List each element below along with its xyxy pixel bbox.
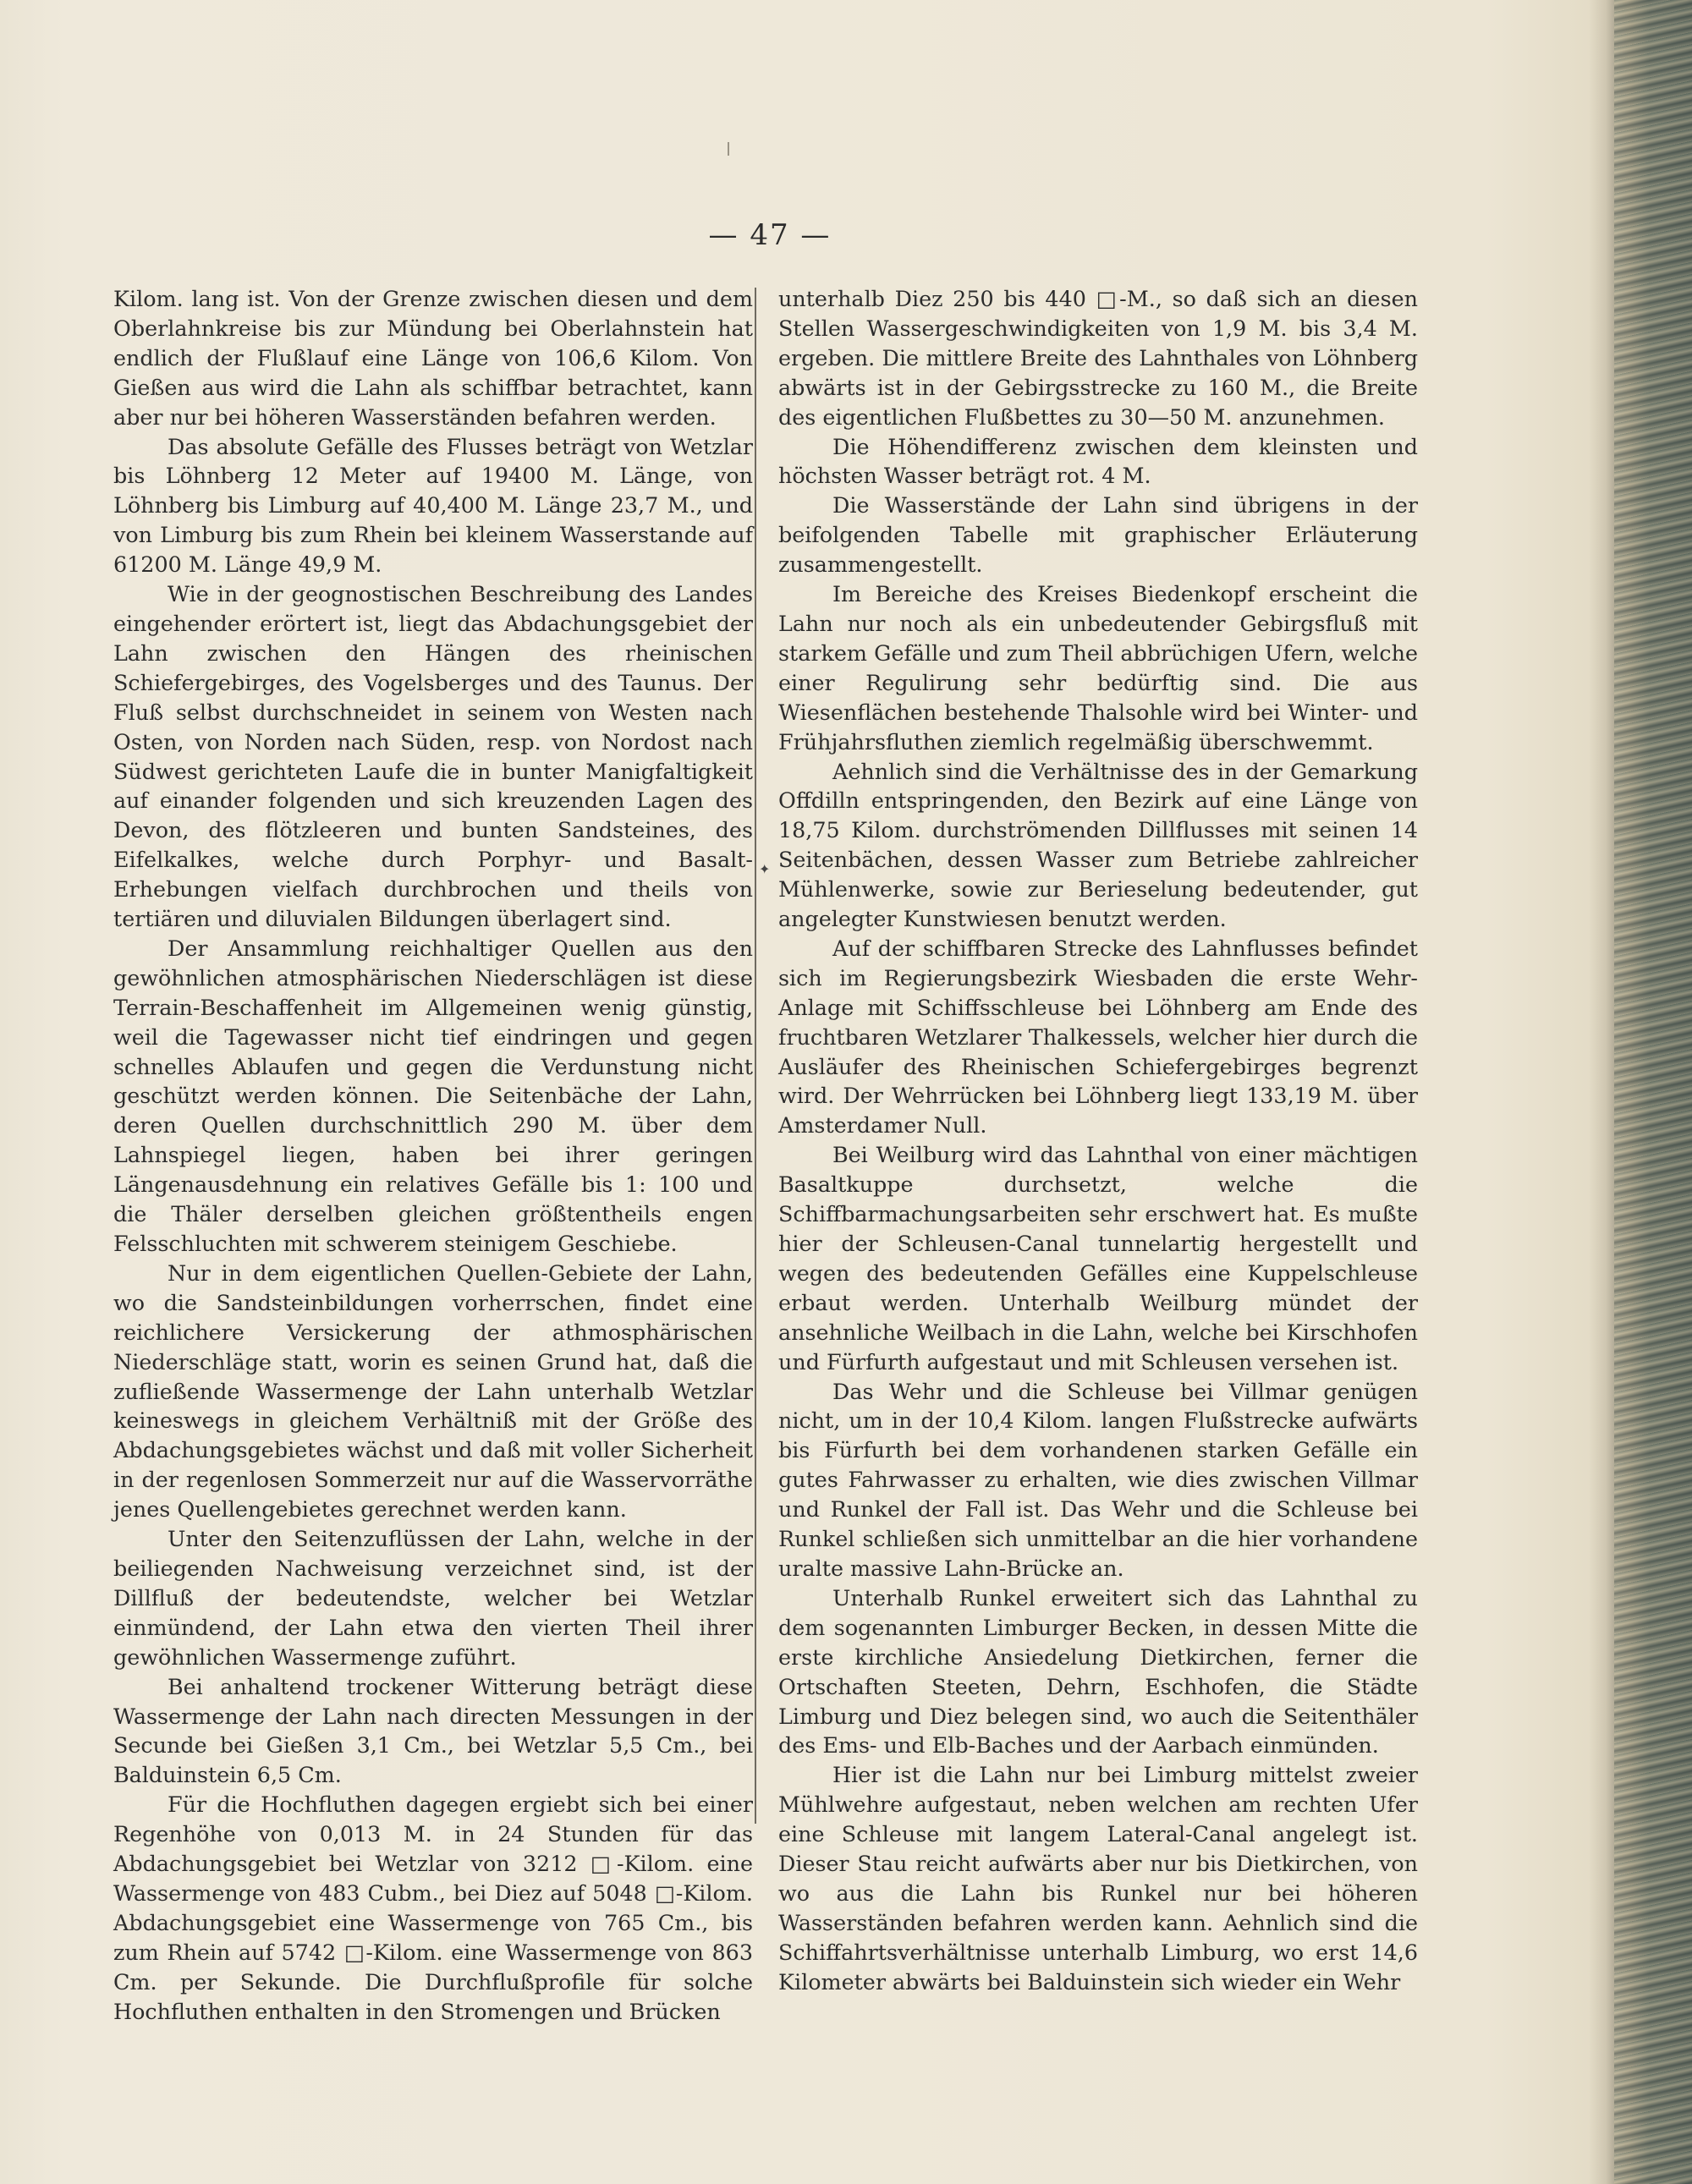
paragraph: Nur in dem eigentlichen Quellen-Gebiete der Lahn, wo die Sandsteinbildungen vorherrschen, findet eine reichlichere Versickerung der athmosphärischen Niederschläge statt, worin es seinen Grund hat, daß die zufließende Wassermenge der Lahn unterhalb Wetzlar keineswegs in gleichem Verhältniß mit der Größe des Abdachungsgebietes wächst und daß mit voller Sicherheit in der regenlosen Sommerzeit nur auf die Wasservorräthe jenes Quellengebietes gerechnet werden kann. <box>113 1259 753 1523</box>
paragraph: Wie in der geognostischen Beschreibung des Landes eingehender erörtert ist, liegt das Abdachungsgebiet der Lahn zwischen den Hängen des rheinischen Schiefergebirges, des Vogelsberges und des Taunus. Der Fluß selbst durchschneidet in seinem von Westen nach Osten, von Norden nach Süden, resp. von Nordost nach Südwest gerichteten Laufe die in bunter Manigfaltigkeit auf einander folgenden und sich kreuzenden Lagen des Devon, des flötzleeren und bunten Sandsteines, des Eifelkalkes, welche durch Porphyr- und Basalt-Erhebungen vielfach durchbrochen und theils von tertiären und diluvialen Bildungen überlagert sind. <box>113 581 753 932</box>
left-column <box>113 284 753 2026</box>
paragraph: Die Wasserstände der Lahn sind übrigens in der beifolgenden Tabelle mit graphischer Erläuterung zusammengestellt. <box>778 492 1418 578</box>
page-gutter-shadow <box>1589 0 1618 2184</box>
paragraph: Bei anhaltend trockener Witterung beträgt diese Wassermenge der Lahn nach directen Messungen in der Secunde bei Gießen 3,1 Cm., bei Wetzlar 5,5 Cm., bei Balduinstein 6,5 Cm. <box>113 1673 753 1788</box>
paragraph: Im Bereiche des Kreises Biedenkopf erscheint die Lahn nur noch als ein unbedeutender Gebirgsfluß mit starkem Gefälle und zum Theil abbrüchigen Ufern, welche einer Regulirung sehr bedürftig sind. Die aus Wiesenflächen bestehende Thalsohle wird bei Winter- und Frühjahrsfluthen ziemlich regelmäßig überschwemmt. <box>778 581 1418 755</box>
page-number: — 47 — <box>708 218 832 252</box>
book-cover-edge <box>1614 0 1692 2184</box>
paragraph: Der Ansammlung reichhaltiger Quellen aus den gewöhnlichen atmosphärischen Niederschlägen ist diese Terrain-Beschaffenheit im Allgemeinen wenig günstig, weil die Tagewasser nicht tief eindringen und gegen schnelles Ablaufen und gegen die Verdunstung nicht geschützt werden können. Die Seitenbäche der Lahn, deren Quellen durchschnittlich 290 M. über dem Lahnspiegel liegen, haben bei ihrer geringen Längenausdehnung ein relatives Gefälle bis 1: 100 und die Thäler derselben gleichen größtentheils engen Felsschluchten mit schwerem steinigem Geschiebe. <box>113 935 753 1256</box>
paper-speck <box>728 142 729 156</box>
paragraph: Unterhalb Runkel erweitert sich das Lahnthal zu dem sogenannten Limburger Becken, in dessen Mitte die erste kirchliche Ansiedelung Dietkirchen, ferner die Ortschaften Steeten, Dehrn, Eschhofen, die Städte Limburg und Diez belegen sind, wo auch die Seitenthäler des Ems- und Elb-Baches und der Aarbach einmünden. <box>778 1584 1418 1759</box>
paragraph: Bei Weilburg wird das Lahnthal von einer mächtigen Basaltkuppe durchsetzt, welche die Schiffbarmachungsarbeiten sehr erschwert hat. Es mußte hier der Schleusen-Canal tunnelartig hergestellt und wegen des bedeutenden Gefälles eine Kuppelschleuse erbaut werden. Unterhalb Weilburg mündet der ansehnliche Weilbach in die Lahn, welche bei Kirschhofen und Fürfurth aufgestaut und mit Schleusen versehen ist. <box>778 1142 1418 1375</box>
paragraph: Aehnlich sind die Verhältnisse des in der Gemarkung Offdilln entspringenden, den Bezirk auf eine Länge von 18,75 Kilom. durchströmenden Dillflusses mit seinen 14 Seitenbächen, dessen Wasser zum Betriebe zahlreicher Mühlenwerke, sowie zur Berieselung bedeutender, gut angelegter Kunstwiesen benutzt werden. <box>778 758 1418 932</box>
paragraph: Das Wehr und die Schleuse bei Villmar genügen nicht, um in der 10,4 Kilom. langen Flußstrecke aufwärts bis Fürfurth bei dem vorhandenen starken Gefälle ein gutes Fahrwasser zu erhalten, wie dies zwischen Villmar und Runkel der Fall ist. Das Wehr und die Schleuse bei Runkel schließen sich unmittelbar an die hier vorhandene uralte massive Lahn-Brücke an. <box>778 1378 1418 1581</box>
paragraph: unterhalb Diez 250 bis 440 □-M., so daß sich an diesen Stellen Wassergeschwindigkeiten von 1,9 M. bis 3,4 M. ergeben. Die mittlere Breite des Lahnthales von Löhnberg abwärts ist in der Gebirgsstrecke zu 160 M., die Breite des eigentlichen Flußbettes zu 30—50 M. anzunehmen. <box>778 286 1418 430</box>
margin-mark: ✦ <box>759 861 771 877</box>
paragraph: Auf der schiffbaren Strecke des Lahnflusses befindet sich im Regierungsbezirk Wiesbaden die erste Wehr-Anlage mit Schiffsschleuse bei Löhnberg am Ende des fruchtbaren Wetzlarer Thalkessels, welcher hier durch die Ausläufer des Rheinischen Schiefergebirges begrenzt wird. Der Wehrrücken bei Löhnberg liegt 133,19 M. über Amsterdamer Null. <box>778 935 1418 1139</box>
right-column <box>778 284 1418 1997</box>
column-divider <box>755 288 756 1824</box>
paragraph: Die Höhendifferenz zwischen dem kleinsten und höchsten Wasser beträgt rot. 4 M. <box>778 433 1418 489</box>
paragraph: Kilom. lang ist. Von der Grenze zwischen diesen und dem Oberlahnkreise bis zur Mündung bei Oberlahnstein hat endlich der Flußlauf eine Länge von 106,6 Kilom. Von Gießen aus wird die Lahn als schiffbar betrachtet, kann aber nur bei höheren Wasserständen befahren werden. <box>113 286 753 430</box>
paragraph: Für die Hochfluthen dagegen ergiebt sich bei einer Regenhöhe von 0,013 M. in 24 Stunden für das Abdachungsgebiet bei Wetzlar von 3212 □-Kilom. eine Wassermenge von 483 Cubm., bei Diez auf 5048 □-Kilom. Abdachungsgebiet eine Wassermenge von 765 Cm., bis zum Rhein auf 5742 □-Kilom. eine Wassermenge von 863 Cm. per Sekunde. Die Durchflußprofile für solche Hochfluthen enthalten in den Stromengen und Brücken <box>113 1792 753 2024</box>
paragraph: Hier ist die Lahn nur bei Limburg mittelst zweier Mühlwehre aufgestaut, neben welchen am rechten Ufer eine Schleuse mit langem Lateral-Canal angelegt ist. Dieser Stau reicht aufwärts aber nur bis Dietkirchen, von wo aus die Lahn bis Runkel nur bei höheren Wasserständen befahren werden kann. Aehnlich sind die Schiffahrtsverhältnisse unterhalb Limburg, wo erst 14,6 Kilometer abwärts bei Balduinstein sich wieder ein Wehr <box>778 1762 1418 1995</box>
paragraph: Das absolute Gefälle des Flusses beträgt von Wetzlar bis Löhnberg 12 Meter auf 19400 M. Länge, von Löhnberg bis Limburg auf 40,400 M. Länge 23,7 M., und von Limburg bis zum Rhein bei kleinem Wasserstande auf 61200 M. Länge 49,9 M. <box>113 433 753 578</box>
paragraph: Unter den Seitenzuflüssen der Lahn, welche in der beiliegenden Nachweisung verzeichnet sind, ist der Dillfluß der bedeutendste, welcher bei Wetzlar einmündend, der Lahn etwa den vierten Theil ihrer gewöhnlichen Wassermenge zuführt. <box>113 1526 753 1670</box>
